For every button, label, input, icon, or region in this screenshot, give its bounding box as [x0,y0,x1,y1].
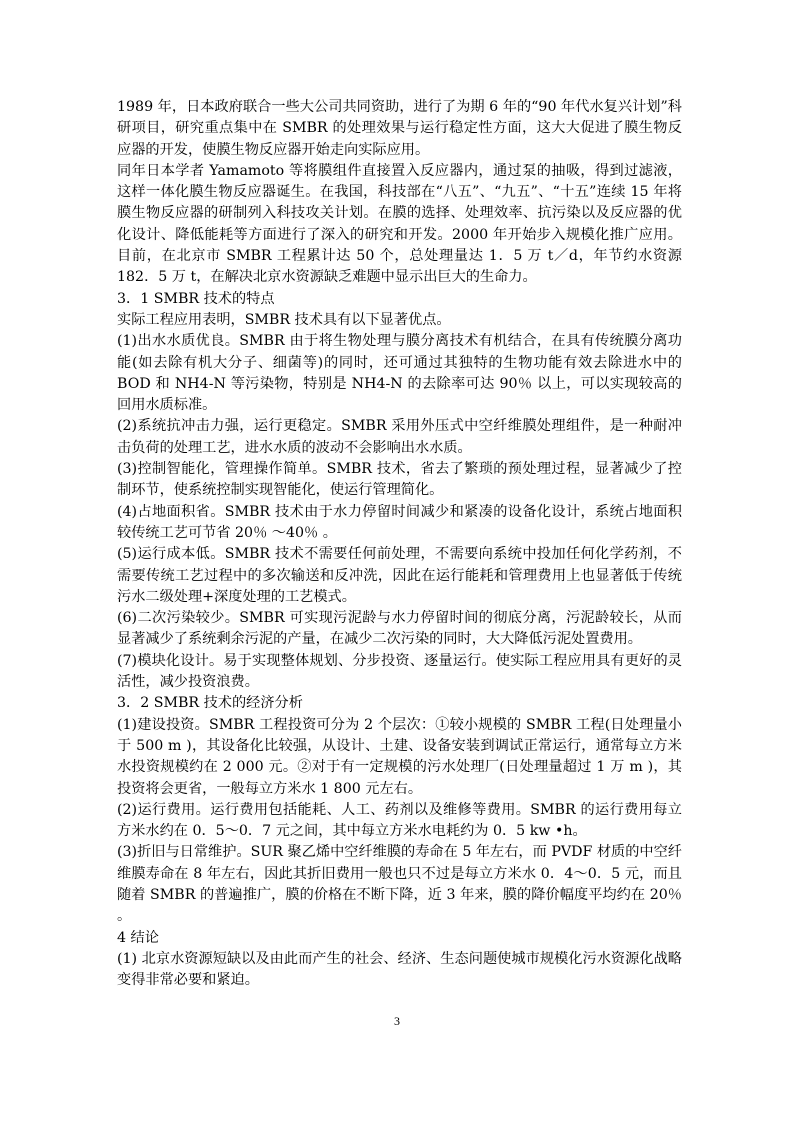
list-item-economics-1: (1)建设投资。SMBR 工程投资可分为 2 个层次：①较小规模的 SMBR 工程(日处理量小于 500 m )，其设备化比较强，从设计、土建、设备安装到调试正常运行，通常每立方米水投资规模约在 2 000 元。②对于有一定规模的污水处理厂(日处理量超过 1 万 m )，其投资将会更省，一般每立方米水 1 800 元左右。 [117,716,682,797]
list-item-feature-6: (6)二次污染较少。SMBR 可实现污泥龄与水力停留时间的彻底分离，污泥龄较长，从而显著减少了系统剩余污泥的产量，在减少二次污染的同时，大大降低污泥处置费用。 [117,610,682,648]
section-heading-conclusion: 4 结论 [117,929,159,946]
list-item-feature-7: (7)模块化设计。易于实现整体规划、分步投资、逐量运行。使实际工程应用具有更好的灵活性，减少投资浪费。 [117,652,682,691]
list-item-conclusion-1: (1) 北京水资源短缺以及由此而产生的社会、经济、生态问题使城市规模化污水资源化战略变得非常必要和紧迫。 [117,950,682,989]
list-item-feature-2: (2)系统抗冲击力强，运行更稳定。SMBR 采用外压式中空纤维膜处理组件，是一种耐冲击负荷的处理工艺，进水水质的波动不会影响出水水质。 [117,418,682,456]
section-heading-features: 3．1 SMBR 技术的特点 [117,290,275,307]
body-text [117,97,682,991]
list-item-feature-1: (1)出水水质优良。SMBR 由于将生物处理与膜分离技术有机结合，在具有传统膜分离功能(如去除有机大分子、细菌等)的同时，还可通过其独特的生物功能有效去除进水中的 BOD 和 NH4-N 等污染物，特别是 NH4-N 的去除率可达 90％ 以上，可以实现较高的回用水质标准。 [117,333,682,414]
list-item-economics-3: (3)折旧与日常维护。SUR 聚乙烯中空纤维膜的寿命在 5 年左右，而 PVDF 材质的中空纤维膜寿命在 8 年左右，因此其折旧费用一般也只不过是每立方米水 0．4～0．5 元，而且随着 SMBR 的普遍推广，膜的价格在不断下降，近 3 年来，膜的降价幅度平均约在 20％ 。 [117,844,682,925]
paragraph-features-intro: 实际工程应用表明，SMBR 技术具有以下显著优点。 [117,311,451,328]
page-number: 3 [394,1014,400,1028]
list-item-feature-3: (3)控制智能化，管理操作简单。SMBR 技术，省去了繁琐的预处理过程，显著减少了控制环节，使系统控制实现智能化，使运行管理简化。 [117,461,682,499]
list-item-feature-5: (5)运行成本低。SMBR 技术不需要任何前处理，不需要向系统中投加任何化学药剂，不需要传统工艺过程中的多次输送和反冲洗，因此在运行能耗和管理费用上也显著低于传统污水二级处理+深度处理的工艺模式。 [117,546,682,605]
list-item-feature-4: (4)占地面积省。SMBR 技术由于水力停留时间减少和紧凑的设备化设计，系统占地面积较传统工艺可节省 20％ ～40％ 。 [117,503,682,541]
list-item-economics-2: (2)运行费用。运行费用包括能耗、人工、药剂以及维修等费用。SMBR 的运行费用每立方米水约在 0．5～0．7 元之间，其中每立方米水电耗约为 0．5 kw •h。 [117,801,682,840]
paragraph-history-1989: 1989 年，日本政府联合一些大公司共同资助，进行了为期 6 年的“90 年代水复兴计划”科研项目，研究重点集中在 SMBR 的处理效果与运行稳定性方面，这大大促进了膜生物反应器的开发，使膜生物反应器开始走向实际应用。 [117,99,682,158]
section-heading-economics: 3．2 SMBR 技术的经济分析 [117,695,303,712]
paragraph-history-yamamoto: 同年日本学者 Yamamoto 等将膜组件直接置入反应器内，通过泵的抽吸，得到过滤液，这样一体化膜生物反应器诞生。在我国，科技部在“八五”、“九五”、“十五”连续 15 年将膜生物反应器的研制列入科技攻关计划。在膜的选择、处理效率、抗污染以及反应器的优化设计、降低能耗等方面进行了深入的研究和开发。2000 年开始步入规模化推广应用。目前，在北京市 SMBR 工程累计达 50 个，总处理量达 1．5 万 t／d，年节约水资源 182．5 万 t，在解决北京水资源缺乏难题中显示出巨大的生命力。 [117,162,682,286]
